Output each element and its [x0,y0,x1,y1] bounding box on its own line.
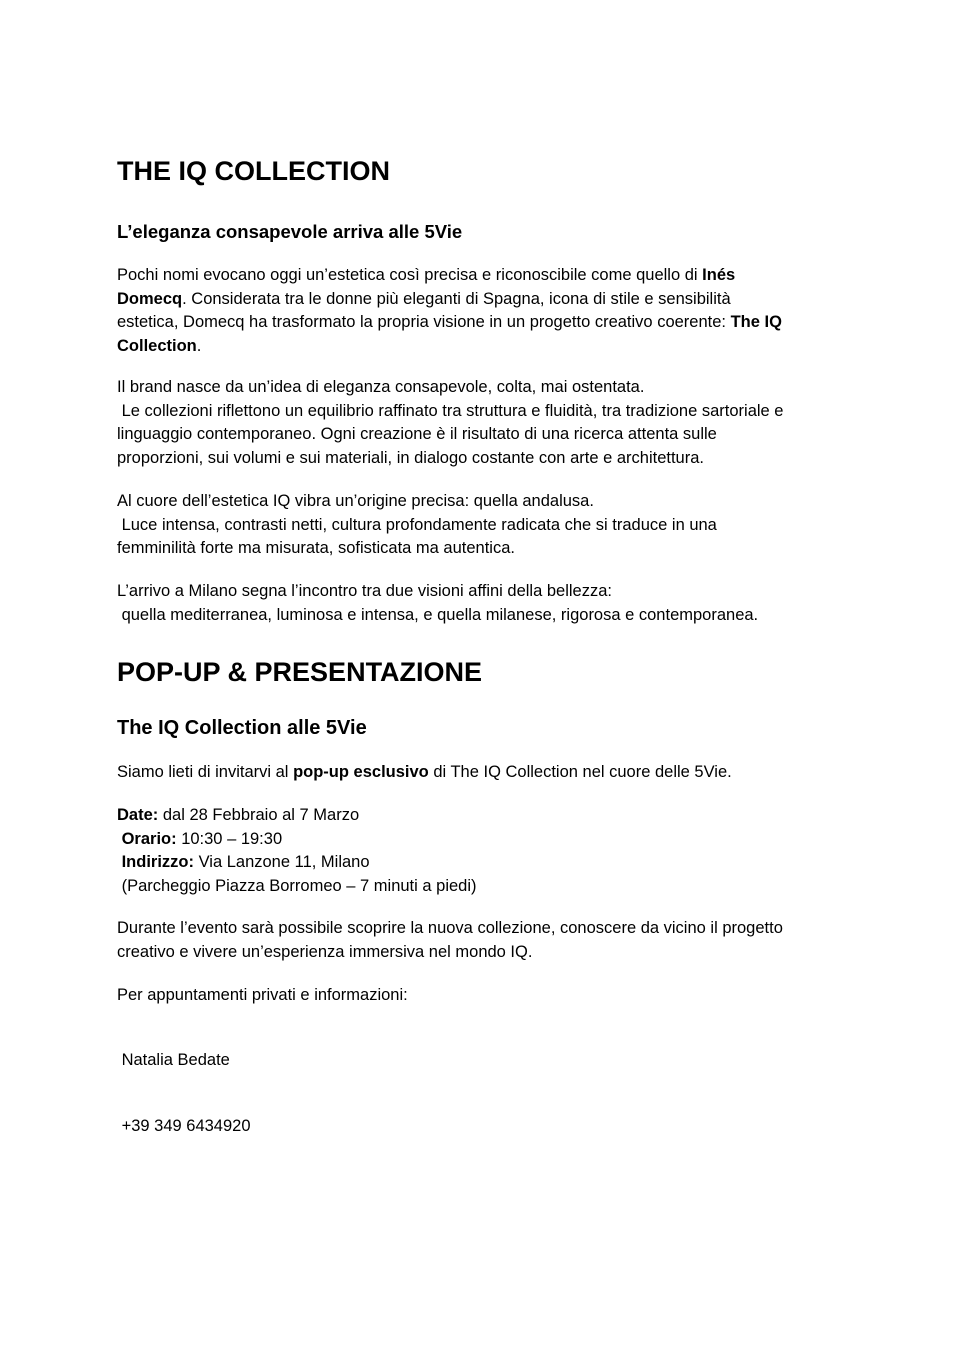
detail-parking: (Parcheggio Piazza Borromeo – 7 minuti a piedi) [117,876,477,895]
contact-phone [117,1115,847,1139]
paragraph-invite [117,761,847,785]
text-run: Siamo lieti di invitarvi al [117,763,294,781]
text-line: linguaggio contemporaneo. Ogni creazione è il risultato di una ricerca attenta sulle [117,425,717,443]
bold-name-domecq: Domecq [117,289,183,308]
text-line: femminilità forte ma misurata, sofisticata ma autentica. [117,539,515,557]
address-value: Via Lanzone 11, Milano [194,853,370,871]
time-label: Orario: [121,829,177,848]
detail-date [117,804,847,828]
date-label: Date: [117,806,159,824]
bold-brand-the-iq: The IQ [730,313,782,331]
section-subtitle-eleganza: L’eleganza consapevole arriva alle 5Vie [117,221,463,242]
detail-address [117,851,847,875]
text-line: Il brand nasce da un’idea di eleganza consapevole, colta, mai ostentata. [117,378,645,396]
text-line: quella mediterranea, luminosa e intensa, e quella milanese, rigorosa e contemporanea. [117,605,759,624]
bold-popup-esclusivo: pop-up esclusivo [293,763,429,781]
text-line: proporzioni, sui volumi e sui materiali, in dialogo costante con arte e architettura. [117,448,704,467]
paragraph-brand [117,376,847,470]
detail-time [117,828,847,852]
section-title-iq-collection: THE IQ COLLECTION [117,156,390,186]
text-line: Durante l’evento sarà possibile scoprire la nuova collezione, conoscere da vicino il progetto [117,919,783,937]
paragraph-intro [117,264,847,358]
time-value: 10:30 – 19:30 [176,829,283,848]
paragraph-origin [117,490,847,561]
date-value: dal 28 Febbraio al 7 Marzo [158,806,360,824]
text-run: Pochi nomi evocano oggi un’estetica così precisa e riconoscibile come quello di [117,266,703,284]
text-run: . [196,336,202,355]
section-title-popup: POP-UP & PRESENTAZIONE [117,657,483,687]
text-line: L’arrivo a Milano segna l’incontro tra due visioni affini della bellezza: [117,582,612,600]
bold-name-ines: Inés [702,266,736,284]
contact-intro [117,984,847,1008]
text-line: Natalia Bedate [117,1051,230,1069]
contact-name [117,1049,847,1073]
text-line: Al cuore dell’estetica IQ vibra un’origine precisa: quella andalusa. [117,492,594,510]
address-label: Indirizzo: [121,853,194,871]
text-line: Per appuntamenti privati e informazioni: [117,986,408,1004]
text-line: Le collezioni riflettono un equilibrio raffinato tra struttura e fluidità, tra tradizione sartoriale e [117,401,784,420]
event-details [117,804,847,898]
section-subtitle-5vie: The IQ Collection alle 5Vie [117,717,367,739]
text-line: Luce intensa, contrasti netti, cultura profondamente radicata che si traduce in una [117,515,717,534]
paragraph-event [117,917,847,964]
text-line: creativo e vivere un’esperienza immersiva nel mondo IQ. [117,942,533,961]
text-run: di The IQ Collection nel cuore delle 5Vie. [428,763,732,781]
bold-brand-collection: Collection [117,336,197,355]
text-run: estetica, Domecq ha trasformato la propria visione in un progetto creativo coerente: [117,313,731,331]
text-line: +39 349 6434920 [117,1117,251,1135]
paragraph-milano [117,580,847,627]
text-run: . Considerata tra le donne più eleganti di Spagna, icona di stile e sensibilità [182,289,731,308]
